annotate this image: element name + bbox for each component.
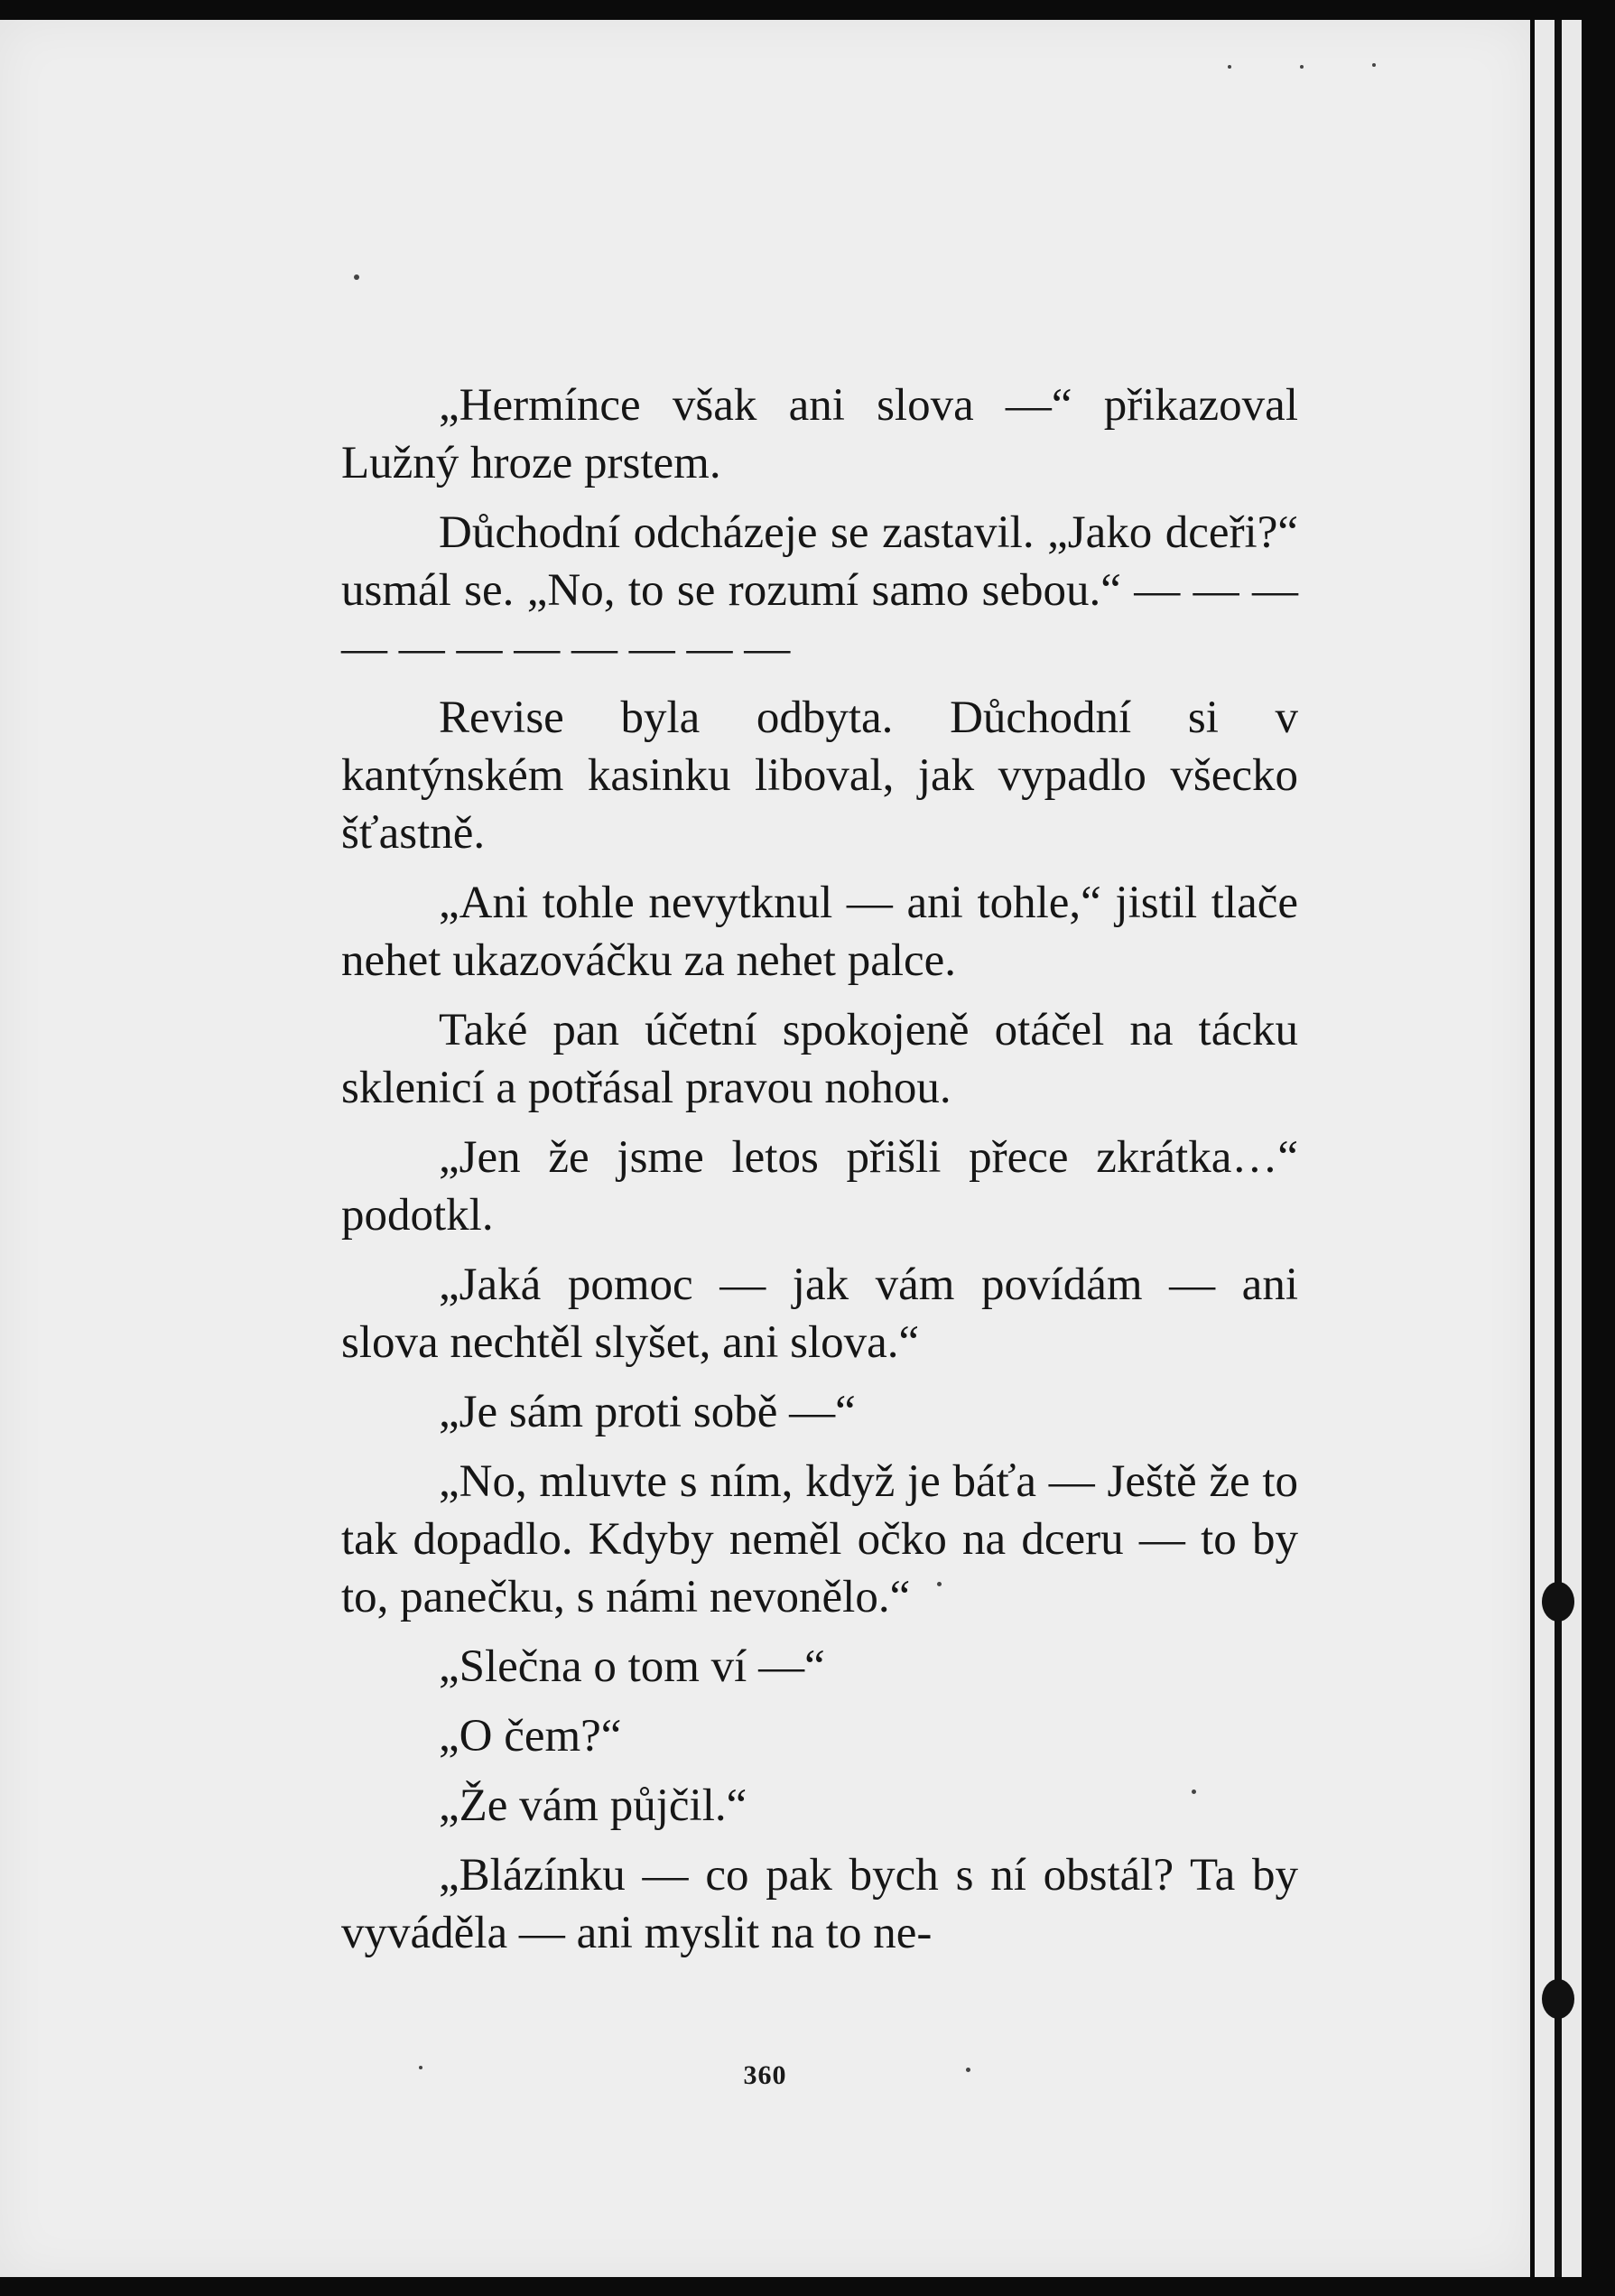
edge-mark — [1542, 1979, 1574, 2019]
edge-mark — [1542, 1582, 1574, 1622]
paragraph: „Blázínku — co pak bych s ní obstál? Ta by vyváděla — ani myslit na to ne- — [341, 1850, 1298, 1958]
paragraph: Revise byla odbyta. Důchodní si v kantýnském kasinku liboval, jak vypadlo všecko šťastně. — [341, 693, 1298, 859]
speck — [1372, 63, 1376, 67]
body-text — [341, 376, 1298, 1974]
speck — [1300, 65, 1304, 69]
paragraph: „O čem?“ — [439, 1711, 622, 1762]
paragraph: „Hermínce však ani slova —“ přikazoval Lužný hroze prstem. — [341, 380, 1298, 488]
speck — [1228, 65, 1231, 69]
paragraph: Také pan účetní spokojeně otáčel na tácku sklenicí a potřásal pravou nohou. — [341, 1005, 1298, 1113]
paragraph: „Jaká pomoc — jak vám povídám — ani slova nechtěl slyšet, ani slova.“ — [341, 1260, 1298, 1368]
paragraph: „Jen že jsme letos přišli přece zkrátka…“ podotkl. — [341, 1132, 1298, 1241]
page-edge — [1535, 20, 1582, 2277]
paragraph: „Je sám proti sobě —“ — [439, 1387, 856, 1437]
edge-rule — [1555, 20, 1562, 2277]
paragraph: „No, mluvte s ním, když je báťa — Ještě že to tak dopadlo. Kdyby neměl očko na dceru — to by to, panečku, s námi nevonělo.“ — [341, 1456, 1298, 1622]
page-number: 360 — [743, 2060, 787, 2090]
paragraph: „Že vám půjčil.“ — [439, 1780, 747, 1831]
paragraph: „Slečna o tom ví —“ — [439, 1641, 825, 1692]
paragraph: „Ani tohle nevytknul — ani tohle,“ jistil tlače nehet ukazováčku za nehet palce. — [341, 878, 1298, 986]
speck — [354, 274, 359, 280]
paragraph: Důchodní odcházeje se zastavil. „Jako dceři?“ usmál se. „No, to se rozumí samo sebou.“ — — — — — — — — — — — — [341, 507, 1298, 674]
book-page — [0, 20, 1530, 2277]
